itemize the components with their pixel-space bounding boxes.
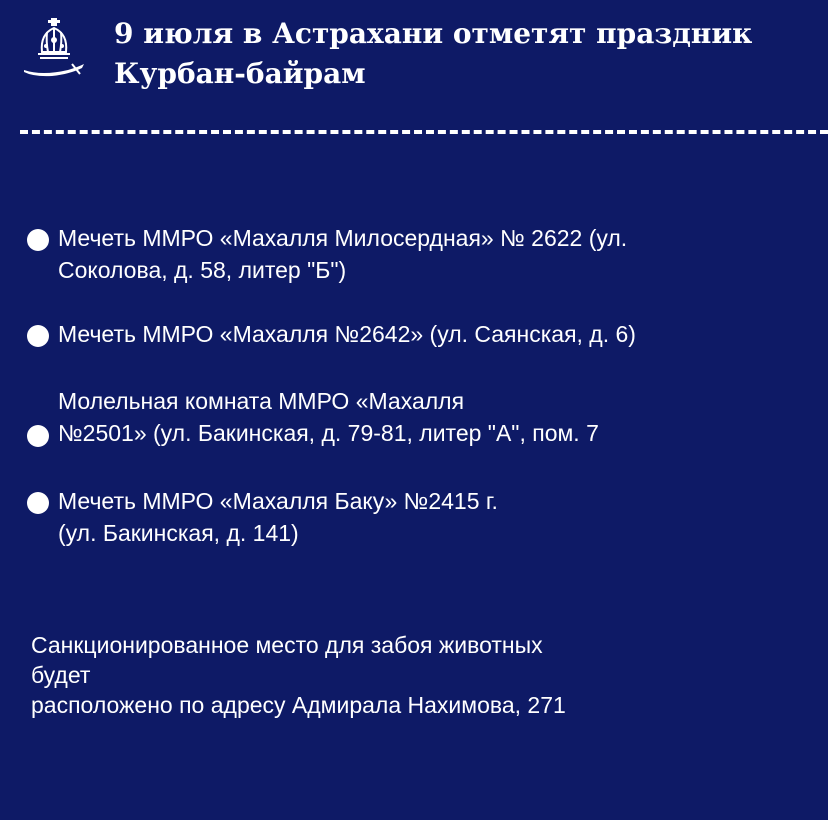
emblem-graphic bbox=[18, 10, 90, 86]
list-item bbox=[58, 222, 818, 286]
list-item bbox=[58, 385, 818, 449]
note-line: расположено по адресу Адмирала Нахимова, 271 bbox=[31, 692, 566, 718]
list-item-line: (ул. Бакинская, д. 141) bbox=[58, 520, 299, 546]
title-line: 9 июля в Астрахани отметят праздник bbox=[114, 17, 753, 50]
title-line: Курбан-байрам bbox=[114, 57, 366, 90]
list-item-line: Молельная комната ММРО «Махалля bbox=[58, 388, 465, 414]
list-item-line: Мечеть ММРО «Махалля №2642» (ул. Саянская, д. 6) bbox=[58, 321, 636, 347]
page-title bbox=[114, 14, 804, 94]
list-item-line: Мечеть ММРО «Махалля Милосердная» № 2622 (ул. bbox=[58, 225, 628, 251]
bullet-icon bbox=[27, 425, 49, 447]
bullet-icon bbox=[27, 229, 49, 251]
dashed-divider bbox=[20, 130, 828, 134]
list-item-line: Мечеть ММРО «Махалля Баку» №2415 г. bbox=[58, 488, 498, 514]
list-item bbox=[58, 485, 818, 549]
list-item bbox=[58, 318, 818, 350]
slaughter-place-note bbox=[31, 630, 791, 720]
list-item-line: №2501» (ул. Бакинская, д. 79-81, литер "А", пом. 7 bbox=[58, 420, 599, 446]
bullet-icon bbox=[27, 325, 49, 347]
note-line: будет bbox=[31, 662, 91, 688]
astrakhan-emblem-icon bbox=[18, 10, 90, 86]
bullet-icon bbox=[27, 492, 49, 514]
note-line: Санкционированное место для забоя животных bbox=[31, 632, 543, 658]
list-item-line: Соколова, д. 58, литер "Б") bbox=[58, 257, 347, 283]
